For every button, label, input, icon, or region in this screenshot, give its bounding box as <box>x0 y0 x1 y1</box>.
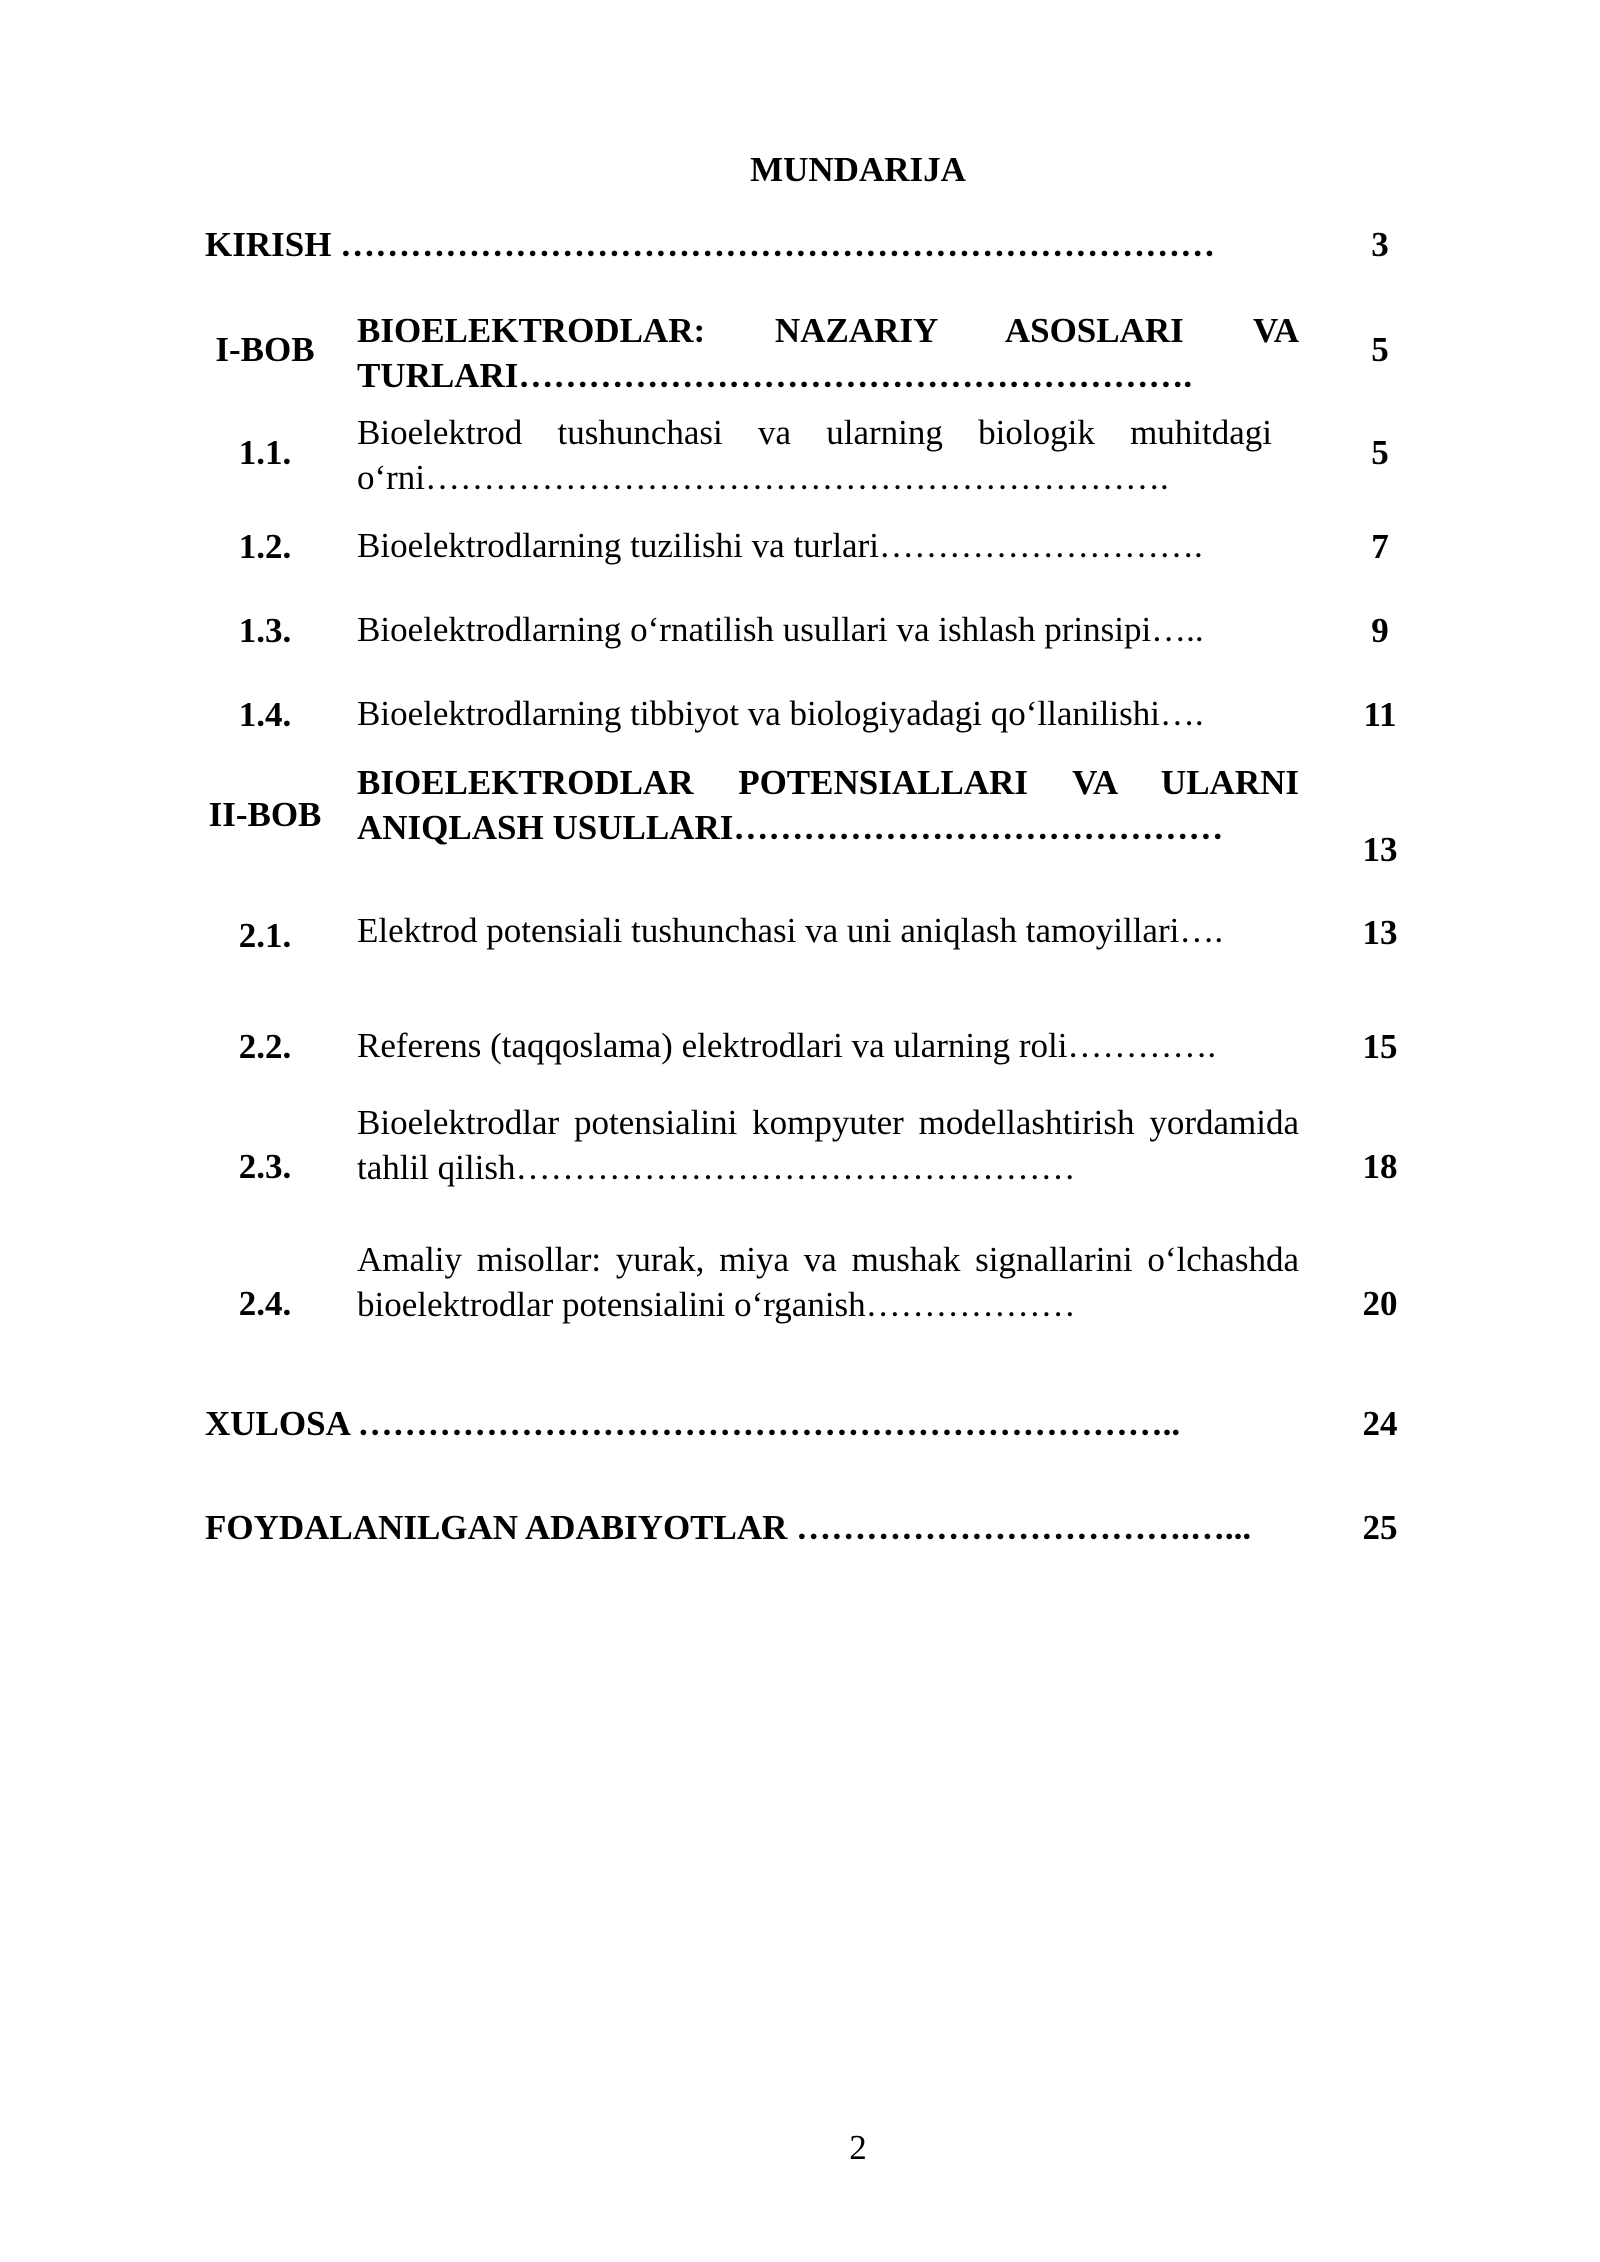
toc-page-1-2: 7 <box>1371 527 1389 566</box>
toc-section-number-2-4: 2.4. <box>238 1284 292 1323</box>
toc-chapter-title-1: BIOELEKTRODLAR: NAZARIY ASOSLARI VA TURLARI…………………………………………………. <box>357 311 1299 395</box>
toc-page-2-2: 15 <box>1362 1027 1398 1066</box>
toc-section-number-1-3: 1.3. <box>238 611 292 650</box>
page-title: MUNDARIJA <box>750 150 966 189</box>
toc-page-1-1: 5 <box>1371 433 1389 472</box>
toc-page-kirish: 3 <box>1371 225 1389 264</box>
toc-section-title-1-1: Bioelektrod tushunchasi va ularning biologik muhitdagi o‘rni………………………………………………………. <box>357 413 1272 497</box>
toc-section-number-1-1: 1.1. <box>238 433 292 472</box>
toc-section-number-1-2: 1.2. <box>238 527 292 566</box>
page-number: 2 <box>849 2128 867 2167</box>
toc-page-1-4: 11 <box>1363 695 1397 734</box>
toc-section-title-2-3: Bioelektrodlar potensialini kompyuter modellashtirish yordamida tahlil qilish………………………………………… <box>357 1103 1299 1187</box>
toc-section-title-2-4: Amaliy misollar: yurak, miya va mushak signallarini o‘lchashda bioelektrodlar potensialini o‘rganish……………… <box>357 1240 1299 1324</box>
toc-entry-xulosa: XULOSA …………………………………………………………….. <box>205 1404 1181 1443</box>
toc-section-number-2-3: 2.3. <box>238 1147 292 1186</box>
toc-page-2-1: 13 <box>1362 913 1398 952</box>
toc-chapter-title-2: BIOELEKTRODLAR POTENSIALLARI VA ULARNI ANIQLASH USULLARI…………………………………… <box>357 763 1299 847</box>
toc-section-title-2-2: Referens (taqqoslama) elektrodlari va ularning roli…………. <box>357 1026 1217 1065</box>
toc-page-1-3: 9 <box>1371 611 1389 650</box>
toc-page-2-3: 18 <box>1362 1147 1398 1186</box>
toc-section-number-1-4: 1.4. <box>238 695 292 734</box>
toc-section-number-2-2: 2.2. <box>238 1027 292 1066</box>
toc-entry-adabiyotlar: FOYDALANILGAN ADABIYOTLAR …………………………….…... <box>205 1508 1252 1547</box>
toc-page-adabiyotlar: 25 <box>1362 1508 1398 1547</box>
toc-section-title-1-3: Bioelektrodlarning o‘rnatilish usullari va ishlash prinsipi….. <box>357 610 1204 649</box>
toc-page-chapter-2: 13 <box>1362 830 1398 869</box>
toc-page-xulosa: 24 <box>1362 1404 1398 1443</box>
toc-section-title-2-1: Elektrod potensiali tushunchasi va uni aniqlash tamoyillari…. <box>357 911 1224 950</box>
toc-page-chapter-1: 5 <box>1371 330 1389 369</box>
toc-section-title-1-4: Bioelektrodlarning tibbiyot va biologiyadagi qo‘llanilishi…. <box>357 694 1204 733</box>
toc-page-2-4: 20 <box>1362 1284 1398 1323</box>
toc-entry-kirish: KIRISH ………………………………………………………………… <box>205 225 1216 264</box>
toc-chapter-label-2: II-BOB <box>208 795 322 834</box>
toc-section-number-2-1: 2.1. <box>238 916 292 955</box>
toc-section-title-1-2: Bioelektrodlarning tuzilishi va turlari………………………. <box>357 526 1203 565</box>
toc-chapter-label-1: I-BOB <box>215 330 315 369</box>
